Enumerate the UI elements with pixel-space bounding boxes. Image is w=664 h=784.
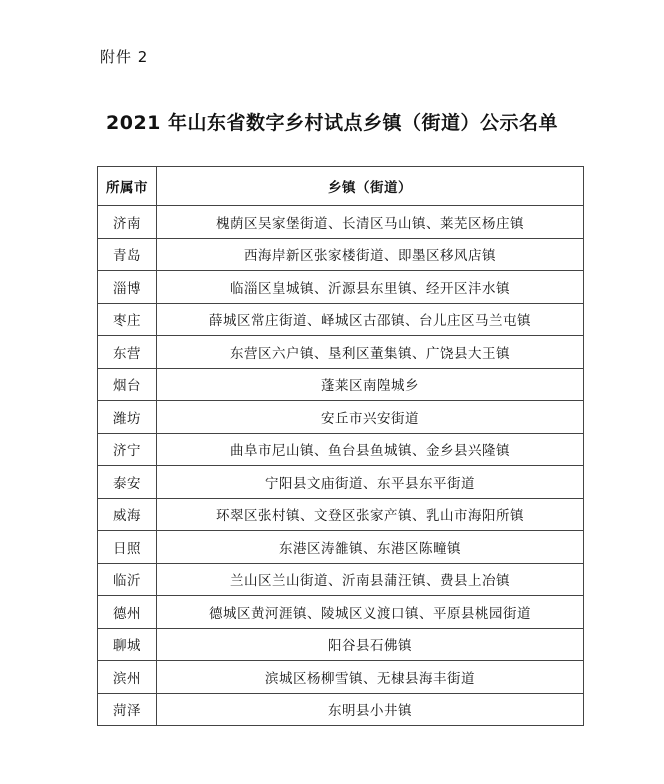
- towns-cell: 西海岸新区张家楼街道、即墨区移风店镇: [157, 238, 584, 271]
- towns-cell: 东明县小井镇: [157, 693, 584, 726]
- towns-cell: 临淄区皇城镇、沂源县东里镇、经开区沣水镇: [157, 271, 584, 304]
- towns-cell: 宁阳县文庙街道、东平县东平街道: [157, 466, 584, 499]
- towns-cell: 薛城区常庄街道、峄城区古邵镇、台儿庄区马兰屯镇: [157, 303, 584, 336]
- pilot-towns-table: [97, 166, 584, 726]
- towns-cell: 德城区黄河涯镇、陵城区义渡口镇、平原县桃园街道: [157, 596, 584, 629]
- city-cell: 东营: [98, 336, 157, 369]
- header-city: 所属市: [98, 167, 157, 206]
- city-cell: 枣庄: [98, 303, 157, 336]
- towns-cell: 槐荫区吴家堡街道、长清区马山镇、莱芜区杨庄镇: [157, 206, 584, 239]
- towns-cell: 阳谷县石佛镇: [157, 628, 584, 661]
- header-towns: 乡镇（街道）: [157, 167, 584, 206]
- city-cell: 泰安: [98, 466, 157, 499]
- table-row: [98, 206, 584, 239]
- towns-cell: 安丘市兴安街道: [157, 401, 584, 434]
- table-row: [98, 596, 584, 629]
- city-cell: 威海: [98, 498, 157, 531]
- table-row: [98, 303, 584, 336]
- table-row: [98, 531, 584, 564]
- towns-cell: 曲阜市尼山镇、鱼台县鱼城镇、金乡县兴隆镇: [157, 433, 584, 466]
- table-row: [98, 661, 584, 694]
- table-row: [98, 693, 584, 726]
- towns-cell: 东港区涛雒镇、东港区陈疃镇: [157, 531, 584, 564]
- city-cell: 日照: [98, 531, 157, 564]
- city-cell: 临沂: [98, 563, 157, 596]
- towns-cell: 环翠区张村镇、文登区张家产镇、乳山市海阳所镇: [157, 498, 584, 531]
- table-row: [98, 466, 584, 499]
- table-row: [98, 563, 584, 596]
- towns-cell: 兰山区兰山街道、沂南县蒲汪镇、费县上冶镇: [157, 563, 584, 596]
- city-cell: 济南: [98, 206, 157, 239]
- city-cell: 济宁: [98, 433, 157, 466]
- table-row: [98, 336, 584, 369]
- city-cell: 淄博: [98, 271, 157, 304]
- towns-cell: 东营区六户镇、垦利区董集镇、广饶县大王镇: [157, 336, 584, 369]
- table-row: [98, 368, 584, 401]
- table-row: [98, 271, 584, 304]
- city-cell: 烟台: [98, 368, 157, 401]
- table-row: [98, 401, 584, 434]
- document-title: 2021 年山东省数字乡村试点乡镇（街道）公示名单: [106, 112, 558, 134]
- city-cell: 青岛: [98, 238, 157, 271]
- attachment-label: 附件 2: [100, 48, 149, 66]
- table-row: [98, 628, 584, 661]
- city-cell: 菏泽: [98, 693, 157, 726]
- table-row: [98, 433, 584, 466]
- city-cell: 聊城: [98, 628, 157, 661]
- towns-cell: 滨城区杨柳雪镇、无棣县海丰街道: [157, 661, 584, 694]
- city-cell: 潍坊: [98, 401, 157, 434]
- city-cell: 滨州: [98, 661, 157, 694]
- table-header-row: [98, 167, 584, 206]
- table-row: [98, 498, 584, 531]
- city-cell: 德州: [98, 596, 157, 629]
- towns-cell: 蓬莱区南隍城乡: [157, 368, 584, 401]
- table-row: [98, 238, 584, 271]
